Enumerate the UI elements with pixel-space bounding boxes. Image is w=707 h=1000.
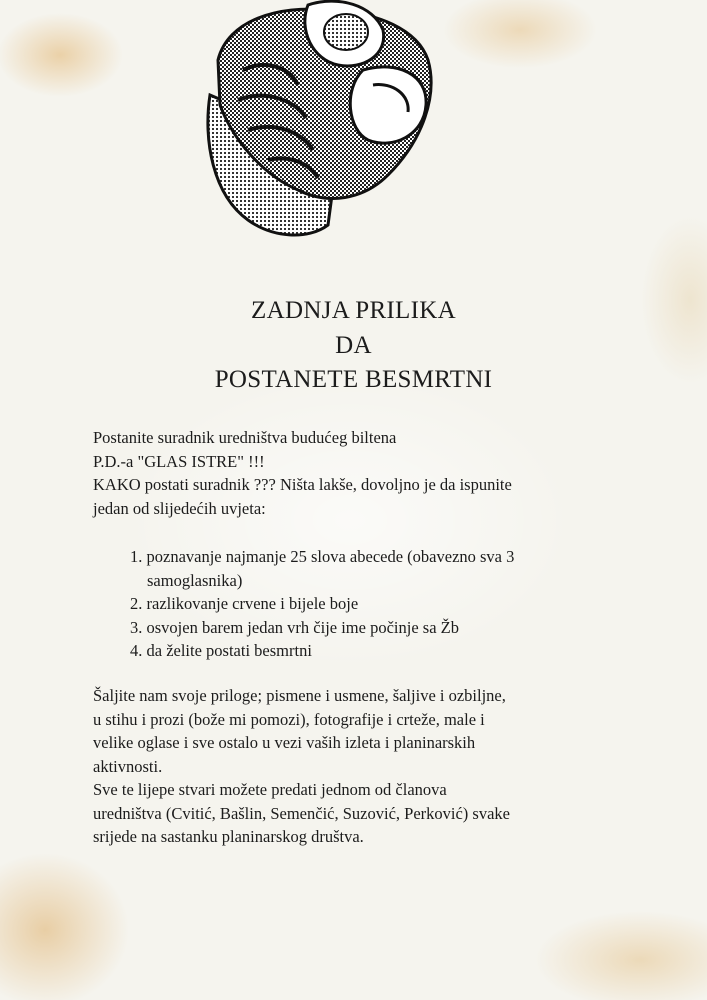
list-item [130, 639, 600, 663]
outro-line: Šaljite nam svoje priloge; pismene i usmene, šaljive i ozbiljne, [93, 686, 506, 705]
list-item [130, 592, 600, 616]
outro-line: Sve te lijepe stvari možete predati jednom od članova [93, 780, 447, 799]
list-item [130, 545, 600, 592]
heading-line-3: POSTANETE BESMRTNI [214, 366, 493, 393]
intro-line: P.D.-a "GLAS ISTRE" !!! [93, 451, 265, 471]
outro-line: srijede na sastanku planinarskog društva. [93, 827, 364, 846]
intro-paragraph [93, 426, 613, 520]
condition-2: 2. razlikovanje crvene i bijele boje [130, 594, 359, 613]
conditions-list [130, 545, 600, 663]
outro-paragraph [93, 684, 613, 849]
outro-line: u stihu i prozi (bože mi pomozi), fotografije i crteže, male i [93, 709, 485, 729]
intro-line: KAKO postati suradnik ??? Ništa lakše, dovoljno je da ispunite [93, 475, 512, 494]
intro-line: jedan od slijedećih uvjeta: [93, 498, 266, 518]
outro-line: velike oglase i sve ostalo u vezi vaših izleta i planinarskih [93, 733, 476, 752]
heading-line-1: ZADNJA PRILIKA [251, 297, 456, 324]
heading-line-2: DA [335, 332, 372, 359]
condition-1: 1. poznavanje najmanje 25 slova abecede (obavezno sva 3 [130, 547, 515, 566]
outro-line: aktivnosti. [93, 756, 163, 776]
list-item [130, 616, 600, 640]
pointing-fist-icon [188, 0, 450, 240]
condition-4: 4. da želite postati besmrtni [130, 641, 312, 660]
outro-line: uredništva (Cvitić, Bašlin, Semenčić, Suzović, Perković) svake [93, 803, 510, 823]
condition-3: 3. osvojen barem jedan vrh čije ime počinje sa Žb [130, 617, 459, 637]
condition-1-continuation: samoglasnika) [147, 570, 243, 590]
intro-line: Postanite suradnik uredništva budućeg biltena [93, 428, 397, 447]
